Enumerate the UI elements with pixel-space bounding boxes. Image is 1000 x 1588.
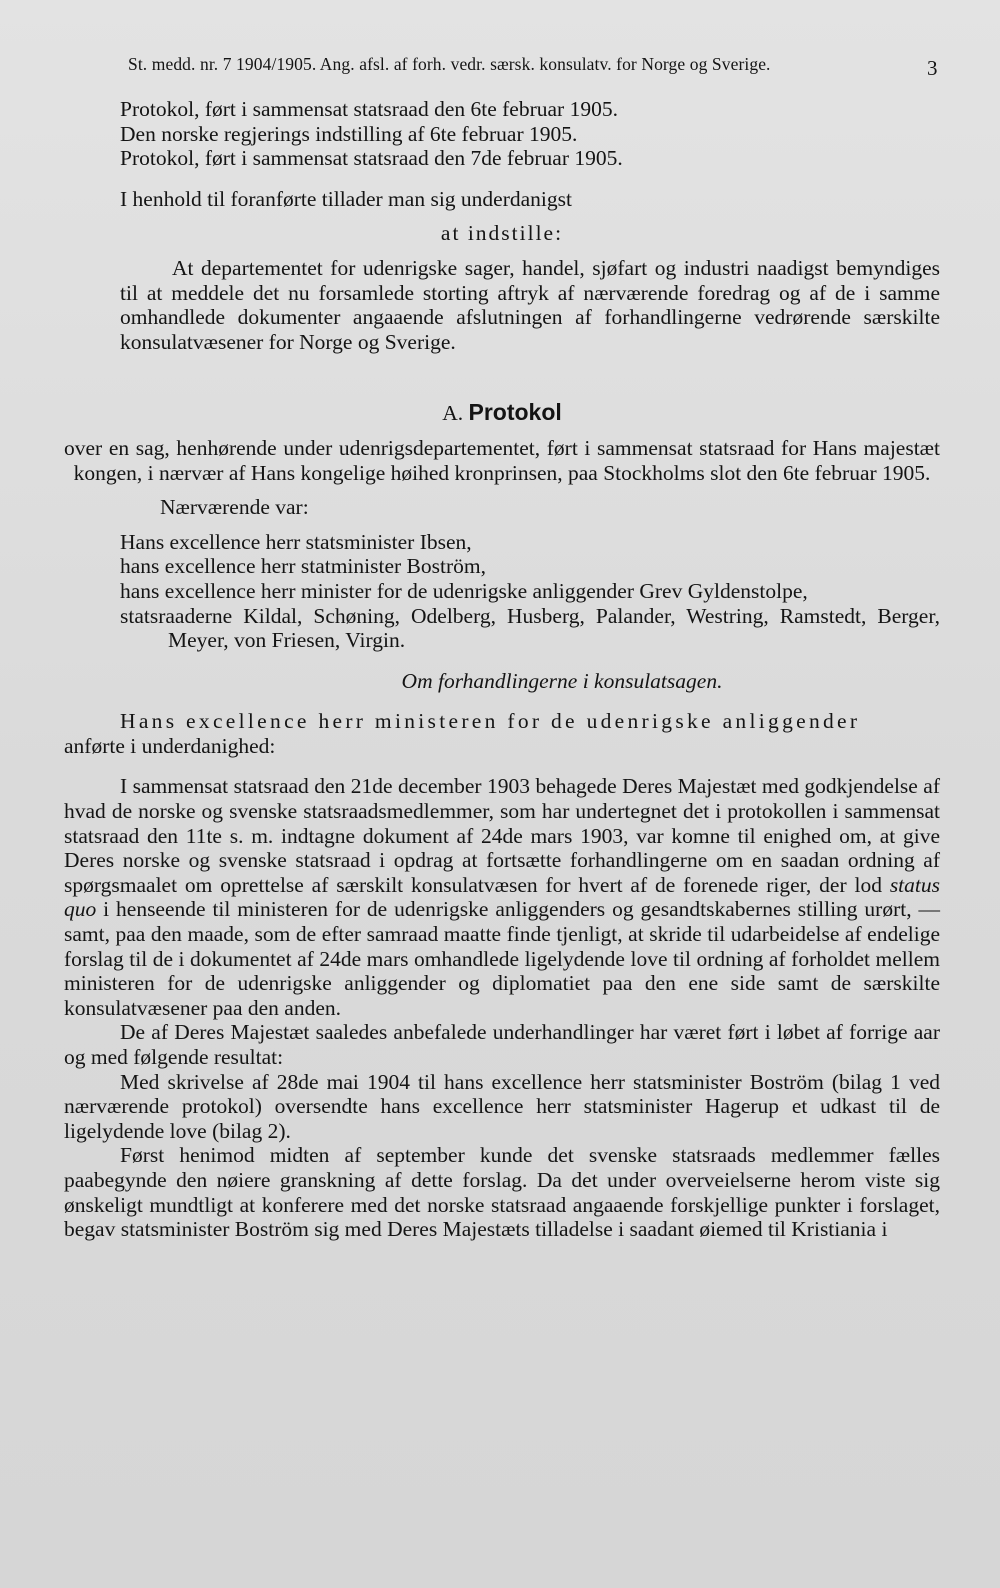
protocol-heading — [64, 400, 940, 426]
speaker-tail: anførte i underdanighed: — [64, 733, 276, 758]
proposal-paragraph: At departementet for udenrigske sager, handel, sjøfart og industri naadigst bemyndiges til at meddele det nu forsamlede storting aftryk af nærværende foredrag og af de i samme omhandlede dokumenter angaaende afslutningen af forhandlingerne vedrørende særskilte konsulatvæsener for Norge og Sverige. — [120, 255, 940, 354]
intro-line: Den norske regjerings indstilling af 6te februar 1905. — [120, 121, 578, 146]
protocol-title: Protokol — [468, 399, 562, 426]
page-number: 3 — [927, 56, 938, 80]
indstille-heading: at indstille: — [440, 221, 564, 246]
member-line: Hans excellence herr statsminister Ibsen, — [120, 529, 472, 554]
document-body — [64, 97, 940, 1242]
section-title: Om forhandlingerne i konsulatsagen. — [401, 668, 723, 693]
paragraph-text: i henseende til ministeren for de udenrigske anliggenders og gesandtskabernes stilling urørt, — samt, paa den maade, som de efter samraad maatte finde tjenligt, at skride til udarbeidelse af endelige forslag til de i dokumentet af 24de mars omhandlede ligelydende love til ordning af forholdet mellem ministeren for de udenrigske anliggender og diplomatiet paa den ene side samt de særskilte konsulatvæsener paa den anden. — [64, 897, 941, 1020]
speaker-name: Hans excellence herr ministeren for de udenrigske anliggender — [120, 709, 861, 734]
intro-line: Protokol, ført i sammensat statsraad den 7de februar 1905. — [120, 146, 623, 171]
intro-line: Protokol, ført i sammensat statsraad den 6te februar 1905. — [120, 97, 618, 121]
paragraph-italic: status quo — [64, 872, 940, 922]
paragraph — [64, 774, 940, 1020]
paragraph: Først henimod midten af september kunde det svenske statsraads medlemmer fælles paabegynde den nøiere granskning af dette forslag. Da det under overveielserne herom viste sig ønskeligt mundtligt at konferere med det norske statsraad angaaende forskjellige punkter i forslaget, begav statsminister Boström sig med Deres Majestæts tilladelse i saadant øiemed til Kristiania i — [64, 1143, 940, 1242]
protocol-subtitle: over en sag, henhørende under udenrigsdepartementet, ført i sammensat statsraad for Hans majestæt kongen, i nærvær af Hans kongelige høihed kronprinsen, paa Stockholms slot den 6te februar 1905. — [64, 435, 940, 485]
speaker-line — [64, 709, 940, 734]
protocol-letter: A. — [442, 401, 464, 426]
paragraph: De af Deres Majestæt saaledes anbefalede underhandlinger har været ført i løbet af forrige aar og med følgende resultat: — [64, 1020, 940, 1069]
member-line: hans excellence herr statminister Boström, — [120, 554, 486, 579]
henhold-line: I henhold til foranførte tillader man sig underdanigst — [120, 186, 572, 211]
paragraph: Med skrivelse af 28de mai 1904 til hans excellence herr statsminister Boström (bilag 1 ved nærværende protokol) oversendte hans excellence herr statsminister Hagerup et udkast til de ligelydende love (bilag 2). — [64, 1069, 940, 1143]
present-heading: Nærværende var: — [160, 495, 309, 520]
running-header: St. medd. nr. 7 1904/1905. Ang. afsl. af forh. vedr. særsk. konsulatv. for Norge og Sverige. — [128, 54, 771, 74]
members-list — [64, 530, 940, 653]
member-line: hans excellence herr minister for de udenrigske anliggender Grev Gyldenstolpe, — [120, 578, 808, 603]
member-line: statsraaderne Kildal, Schøning, Odelberg, Husberg, Palander, Westring, Ramstedt, Berger, Meyer, von Friesen, Virgin. — [120, 603, 940, 653]
paragraph-text: I sammensat statsraad den 21de december 1903 behagede Deres Majestæt med godkjendelse af hvad de norske og svenske statsraadsmedlemmer, som har undertegnet det i protokollen i sammensat statsraad den 11te s. m. indtagne dokument af 24de mars 1903, var komne til enighed om, at give Deres norske og svenske statsraad i opdrag at fortsætte forhandlingerne om en saadan ordning af spørgsmaalet om oprettelse af særskilt konsulatvæsen for hvert af de forenede riger, der lod — [64, 774, 940, 897]
